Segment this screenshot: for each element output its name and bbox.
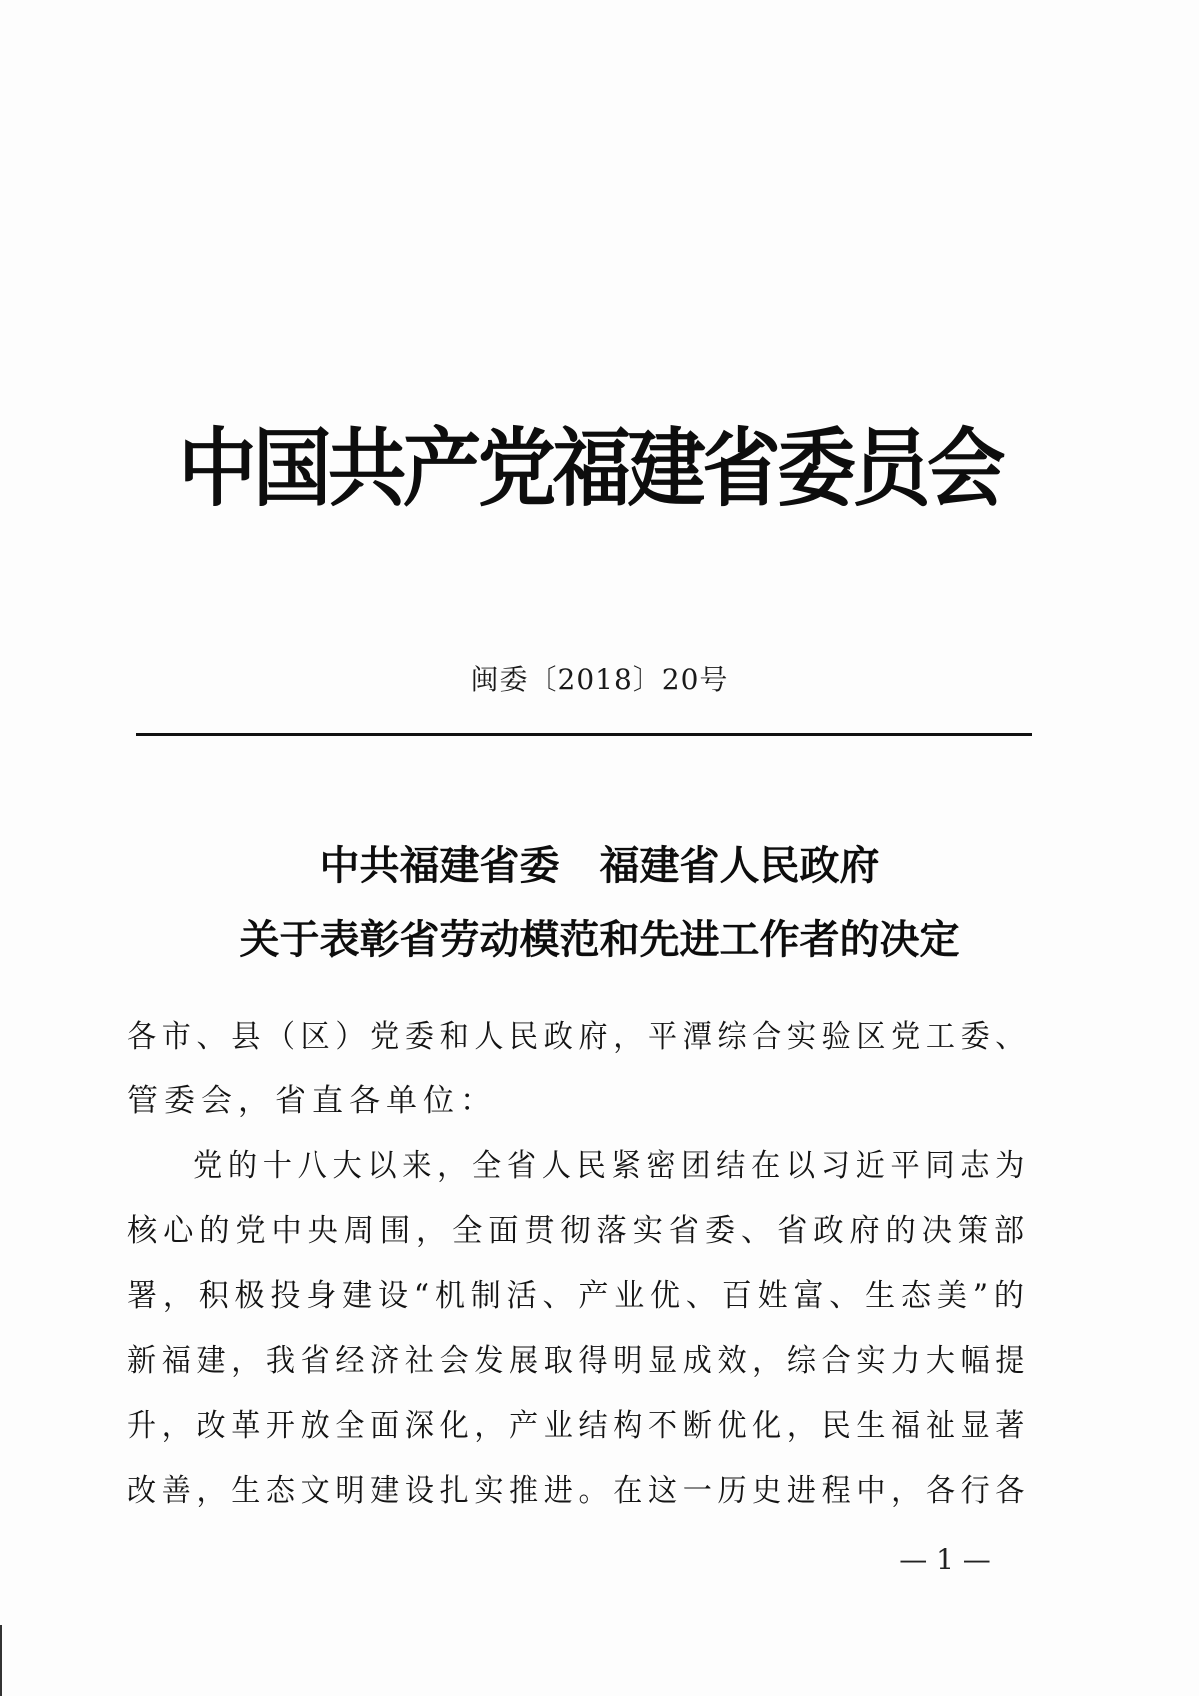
document-title-line-1: 中共福建省委 福建省人民政府 <box>319 842 880 889</box>
scan-edge-mark <box>0 1625 2 1696</box>
header-divider <box>136 733 1032 736</box>
body-line-3: 党的十八大以来，全省人民紧密团结在以习近平同志为 <box>193 1148 1031 1184</box>
page-number: — 1 — <box>899 1543 991 1576</box>
document-title-line-2: 关于表彰省劳动模范和先进工作者的决定 <box>239 916 960 963</box>
body-line-1: 各市、县（区）党委和人民政府，平潭综合实验区党工委、 <box>127 1019 1031 1055</box>
body-line-5: 署，积极投身建设“机制活、产业优、百姓富、生态美”的 <box>127 1278 1030 1314</box>
body-line-4: 核心的党中央周围，全面贯彻落实省委、省政府的决策部 <box>127 1213 1030 1249</box>
body-line-2: 管委会，省直各单位： <box>127 1083 497 1119</box>
body-line-6: 新福建，我省经济社会发展取得明显成效，综合实力大幅提 <box>127 1343 1031 1379</box>
document-number: 闽委〔2018〕20号 <box>470 663 729 696</box>
body-line-8: 改善，生态文明建设扎实推进。在这一历史进程中，各行各 <box>127 1473 1031 1509</box>
issuer-masthead: 中国共产党福建省委员会 <box>178 420 1002 519</box>
body-line-7: 升，改革开放全面深化，产业结构不断优化，民生福祉显著 <box>127 1408 1031 1444</box>
